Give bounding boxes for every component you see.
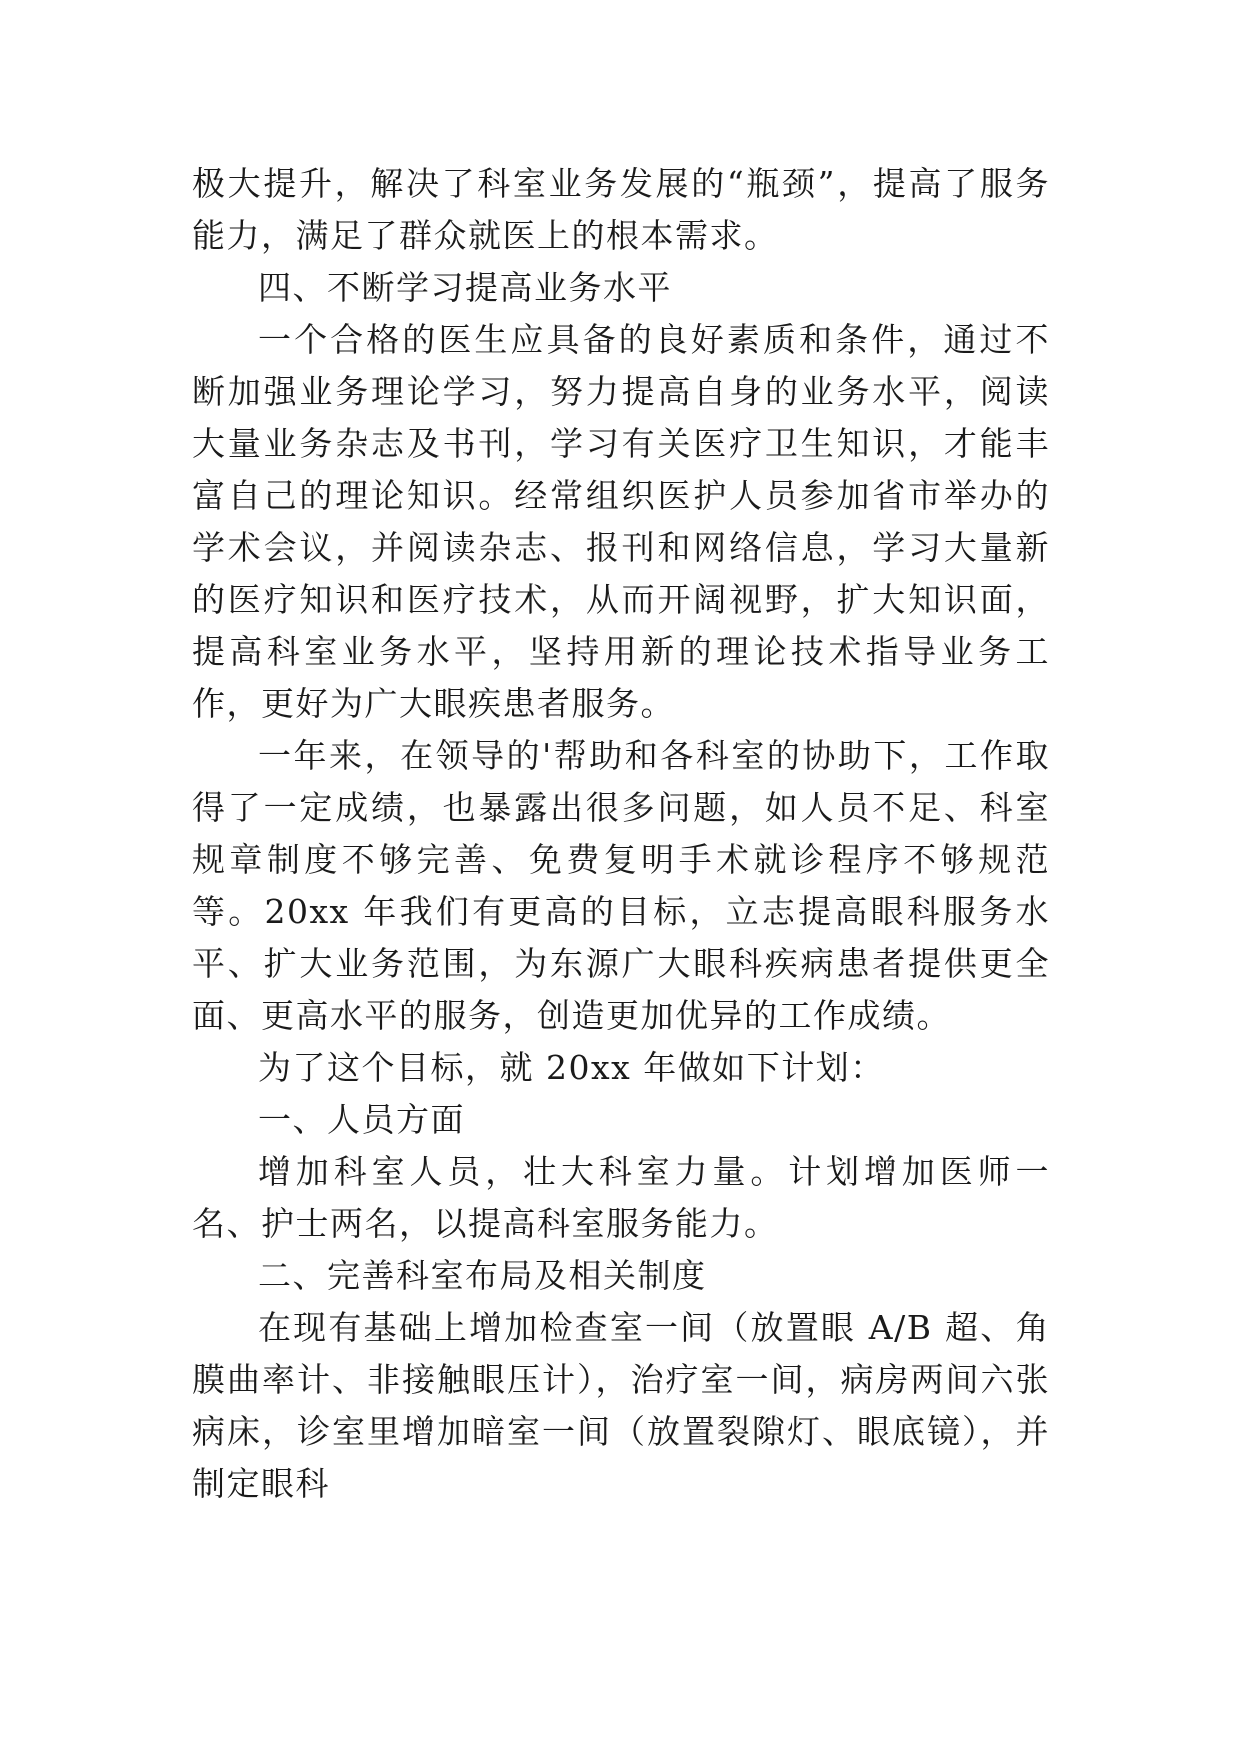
paragraph-staff: 增加科室人员，壮大科室力量。计划增加医师一名、护士两名，以提高科室服务能力。 (192, 1152, 1050, 1243)
plan-heading-2: 二、完善科室布局及相关制度 (258, 1256, 707, 1295)
document-body (192, 158, 1050, 1510)
paragraph-learning: 一个合格的医生应具备的良好素质和条件，通过不断加强业务理论学习，努力提高自身的业务水平，阅读大量业务杂志及书刊，学习有关医疗卫生知识，才能丰富自己的理论知识。经常组织医护人员参加省市举办的学术会议，并阅读杂志、报刊和网络信息，学习大量新的医疗知识和医疗技术，从而开阔视野，扩大知识面，提高科室业务水平，坚持用新的理论技术指导业务工作，更好为广大眼疾患者服务。 (192, 320, 1050, 723)
paragraph-summary: 一年来，在领导的'帮助和各科室的协助下，工作取得了一定成绩，也暴露出很多问题，如人员不足、科室规章制度不够完善、免费复明手术就诊程序不够规范等。20xx 年我们有更高的目标，立志提高眼科服务水平、扩大业务范围，为东源广大眼科疾病患者提供更全面、更高水平的服务，创造更加优异的工作成绩。 (192, 736, 1050, 1035)
paragraph-layout: 在现有基础上增加检查室一间（放置眼 A/B 超、角膜曲率计、非接触眼压计），治疗室一间，病房两间六张病床，诊室里增加暗室一间（放置裂隙灯、眼底镜），并制定眼科 (192, 1308, 1050, 1503)
paragraph-plan-intro: 为了这个目标，就 20xx 年做如下计划： (258, 1048, 885, 1087)
section-heading-4: 四、不断学习提高业务水平 (258, 268, 672, 307)
plan-heading-1: 一、人员方面 (258, 1100, 465, 1139)
paragraph-continuation: 极大提升，解决了科室业务发展的“瓶颈”，提高了服务能力，满足了群众就医上的根本需求。 (192, 164, 1050, 255)
